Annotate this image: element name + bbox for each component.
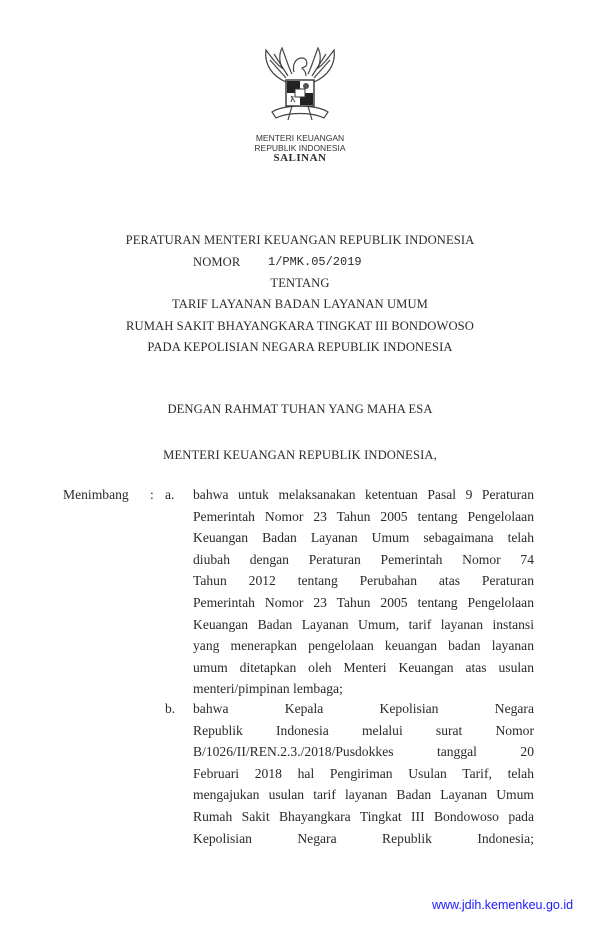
text-line: bahwa Kepala Kepolisian Negara — [193, 701, 534, 716]
menimbang-label: Menimbang — [63, 487, 129, 502]
menimbang-colon: : — [150, 487, 154, 502]
blessing-text: DENGAN RAHMAT TUHAN YANG MAHA ESA — [167, 402, 433, 416]
text-line: B/1026/II/REN.2.3./2018/Pusdokkes tanggal 20 — [193, 744, 534, 760]
footer-url[interactable]: www.jdih.kemenkeu.go.id — [432, 898, 574, 912]
text-line: Pemerintah Nomor 23 Tahun 2005 tentang Pengelolaan — [193, 508, 534, 524]
text-line: Republik Indonesia melalui surat Nomor — [193, 722, 534, 738]
text-line: Rumah Sakit Bhayangkara Tingkat III Bondowoso pada — [193, 809, 534, 824]
text-line: yang menerapkan pengelolaan keuangan badan layanan — [193, 638, 534, 654]
text-line: bahwa untuk melaksanakan ketentuan Pasal 9 Peraturan — [193, 487, 534, 502]
subject-line: RUMAH SAKIT BHAYANGKARA TINGKAT III BONDOWOSO — [126, 319, 474, 333]
text-line: umum ditetapkan oleh Menteri Keuangan atas usulan — [193, 659, 534, 675]
tentang-heading: TENTANG — [270, 276, 330, 290]
text-line: Tahun 2012 tentang Perubahan atas Peraturan — [193, 573, 534, 589]
text-line: Keuangan Badan Layanan Umum sebagaimana telah — [193, 530, 534, 546]
item-marker-b: b. — [165, 701, 176, 716]
text-line: Kepolisian Negara Republik Indonesia; — [193, 830, 534, 846]
jdih-link[interactable] — [432, 898, 573, 912]
text-line: menteri/pimpinan lembaga; — [193, 681, 343, 697]
nomor-label: NOMOR — [193, 255, 241, 269]
subject-line: PADA KEPOLISIAN NEGARA REPUBLIK INDONESIA — [147, 340, 453, 354]
letterhead-line2: REPUBLIK INDONESIA — [254, 143, 346, 153]
nomor-value: 1/PMK.05/2019 — [268, 255, 362, 269]
item-marker-a: a. — [165, 487, 175, 502]
text-line: Pemerintah Nomor 23 Tahun 2005 tentang Pengelolaan — [193, 595, 534, 610]
text-line: diubah dengan Peraturan Pemerintah Nomor 74 — [193, 551, 534, 567]
text-line: Keuangan Badan Layanan Umum, tarif layanan instansi — [193, 616, 534, 632]
salinan-stamp: SALINAN — [273, 152, 327, 164]
garuda-emblem-logo — [258, 46, 342, 130]
subject-line: TARIF LAYANAN BADAN LAYANAN UMUM — [172, 297, 428, 311]
text-line: Februari 2018 hal Pengiriman Usulan Tarif, telah — [193, 765, 534, 781]
authority-text: MENTERI KEUANGAN REPUBLIK INDONESIA, — [163, 448, 437, 462]
letterhead-line1: MENTERI KEUANGAN — [255, 133, 345, 143]
regulation-title: PERATURAN MENTERI KEUANGAN REPUBLIK INDONESIA — [125, 233, 475, 247]
text-line: mengajukan usulan tarif layanan Badan Layanan Umum — [193, 787, 534, 803]
